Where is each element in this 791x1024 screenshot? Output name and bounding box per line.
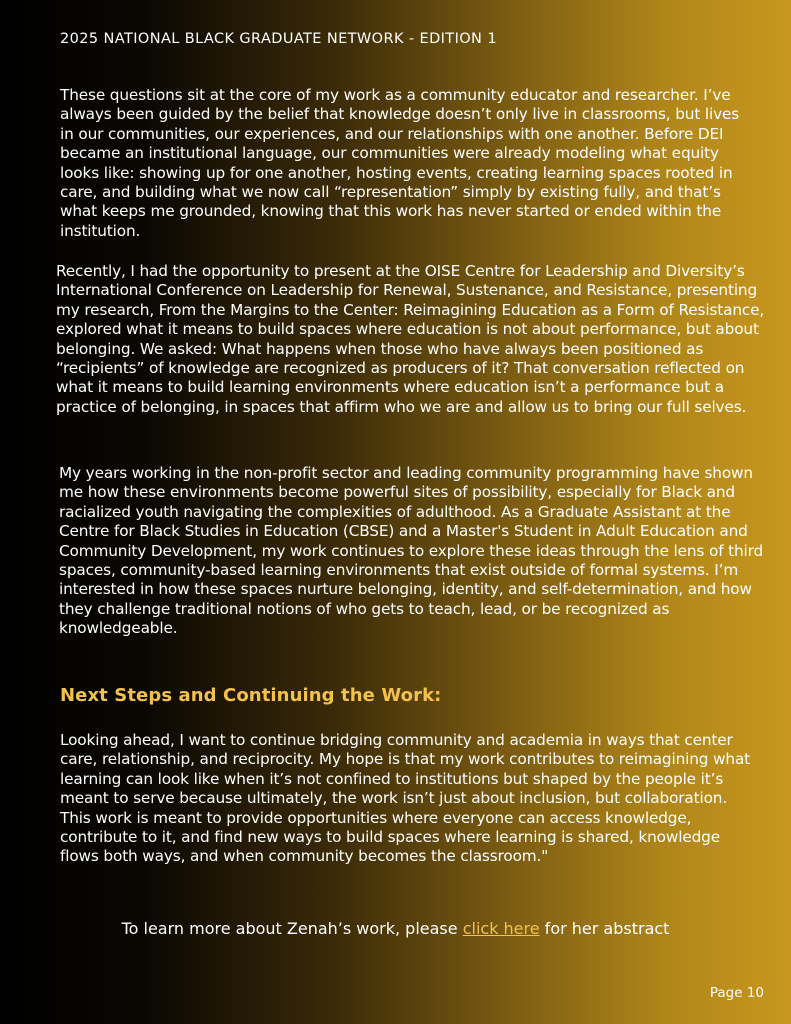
click-here-link[interactable]: click here — [462, 919, 540, 938]
section-heading-next-steps: Next Steps and Continuing the Work: — [60, 685, 442, 706]
learn-more-line — [0, 919, 791, 938]
next-steps-paragraph: Looking ahead, I want to continue bridging community and academia in ways that center care, relationship, and reciprocity. My hope is that my work contributes to reimagining what learning can look like when it’s not confined to institutions but shaped by the people it’s meant to serve because ultimately, the work isn’t just about inclusion, but collaboration. This work is meant to provide opportunities where everyone can access knowledge, contribute to it, and find new ways to build spaces where learning is shared, knowledge flows both ways, and when community becomes the classroom." — [60, 731, 751, 866]
page-number: Page 10 — [709, 985, 764, 1001]
learn-more-prefix: To learn more about Zenah’s work, please — [121, 919, 463, 938]
body-paragraph-3: My years working in the non-profit sector and leading community programming have shown me how these environments become powerful sites of possibility, especially for Black and racialized youth navigating the complexities of adulthood. As a Graduate Assistant at the Centre for Black Studies in Education (CBSE) and a Master's Student in Adult Education and Community Development, my work continues to explore these ideas through the lens of third spaces, community-based learning environments that exist outside of formal systems. I’m interested in how these spaces nurture belonging, identity, and self-determination, and how they challenge traditional notions of who gets to teach, lead, or be recognized as knowledgeable. — [59, 464, 764, 638]
learn-more-suffix: for her abstract — [539, 919, 670, 938]
publication-header: 2025 NATIONAL BLACK GRADUATE NETWORK - EDITION 1 — [60, 31, 497, 47]
body-paragraph-2: Recently, I had the opportunity to present at the OISE Centre for Leadership and Diversity’s International Conference on Leadership for Renewal, Sustenance, and Resistance, presenting my research, From the Margins to the Center: Reimagining Education as a Form of Resistance, explored what it means to build spaces where education is not about performance, but about belonging. We asked: What happens when those who have always been positioned as “recipients” of knowledge are recognized as producers of it? That conversation reflected on what it means to build learning environments where education isn’t a performance but a practice of belonging, in spaces that affirm who we are and allow us to bring our full selves. — [56, 262, 765, 416]
body-paragraph-1: These questions sit at the core of my work as a community educator and researcher. I’ve always been guided by the belief that knowledge doesn’t only live in classrooms, but lives in our communities, our experiences, and our relationships with one another. Before DEI became an institutional language, our communities were already modeling what equity looks like: showing up for one another, hosting events, creating learning spaces rooted in care, and building what we now call “representation” simply by existing fully, and that’s what keeps me grounded, knowing that this work has never started or ended within the institution. — [60, 86, 740, 240]
